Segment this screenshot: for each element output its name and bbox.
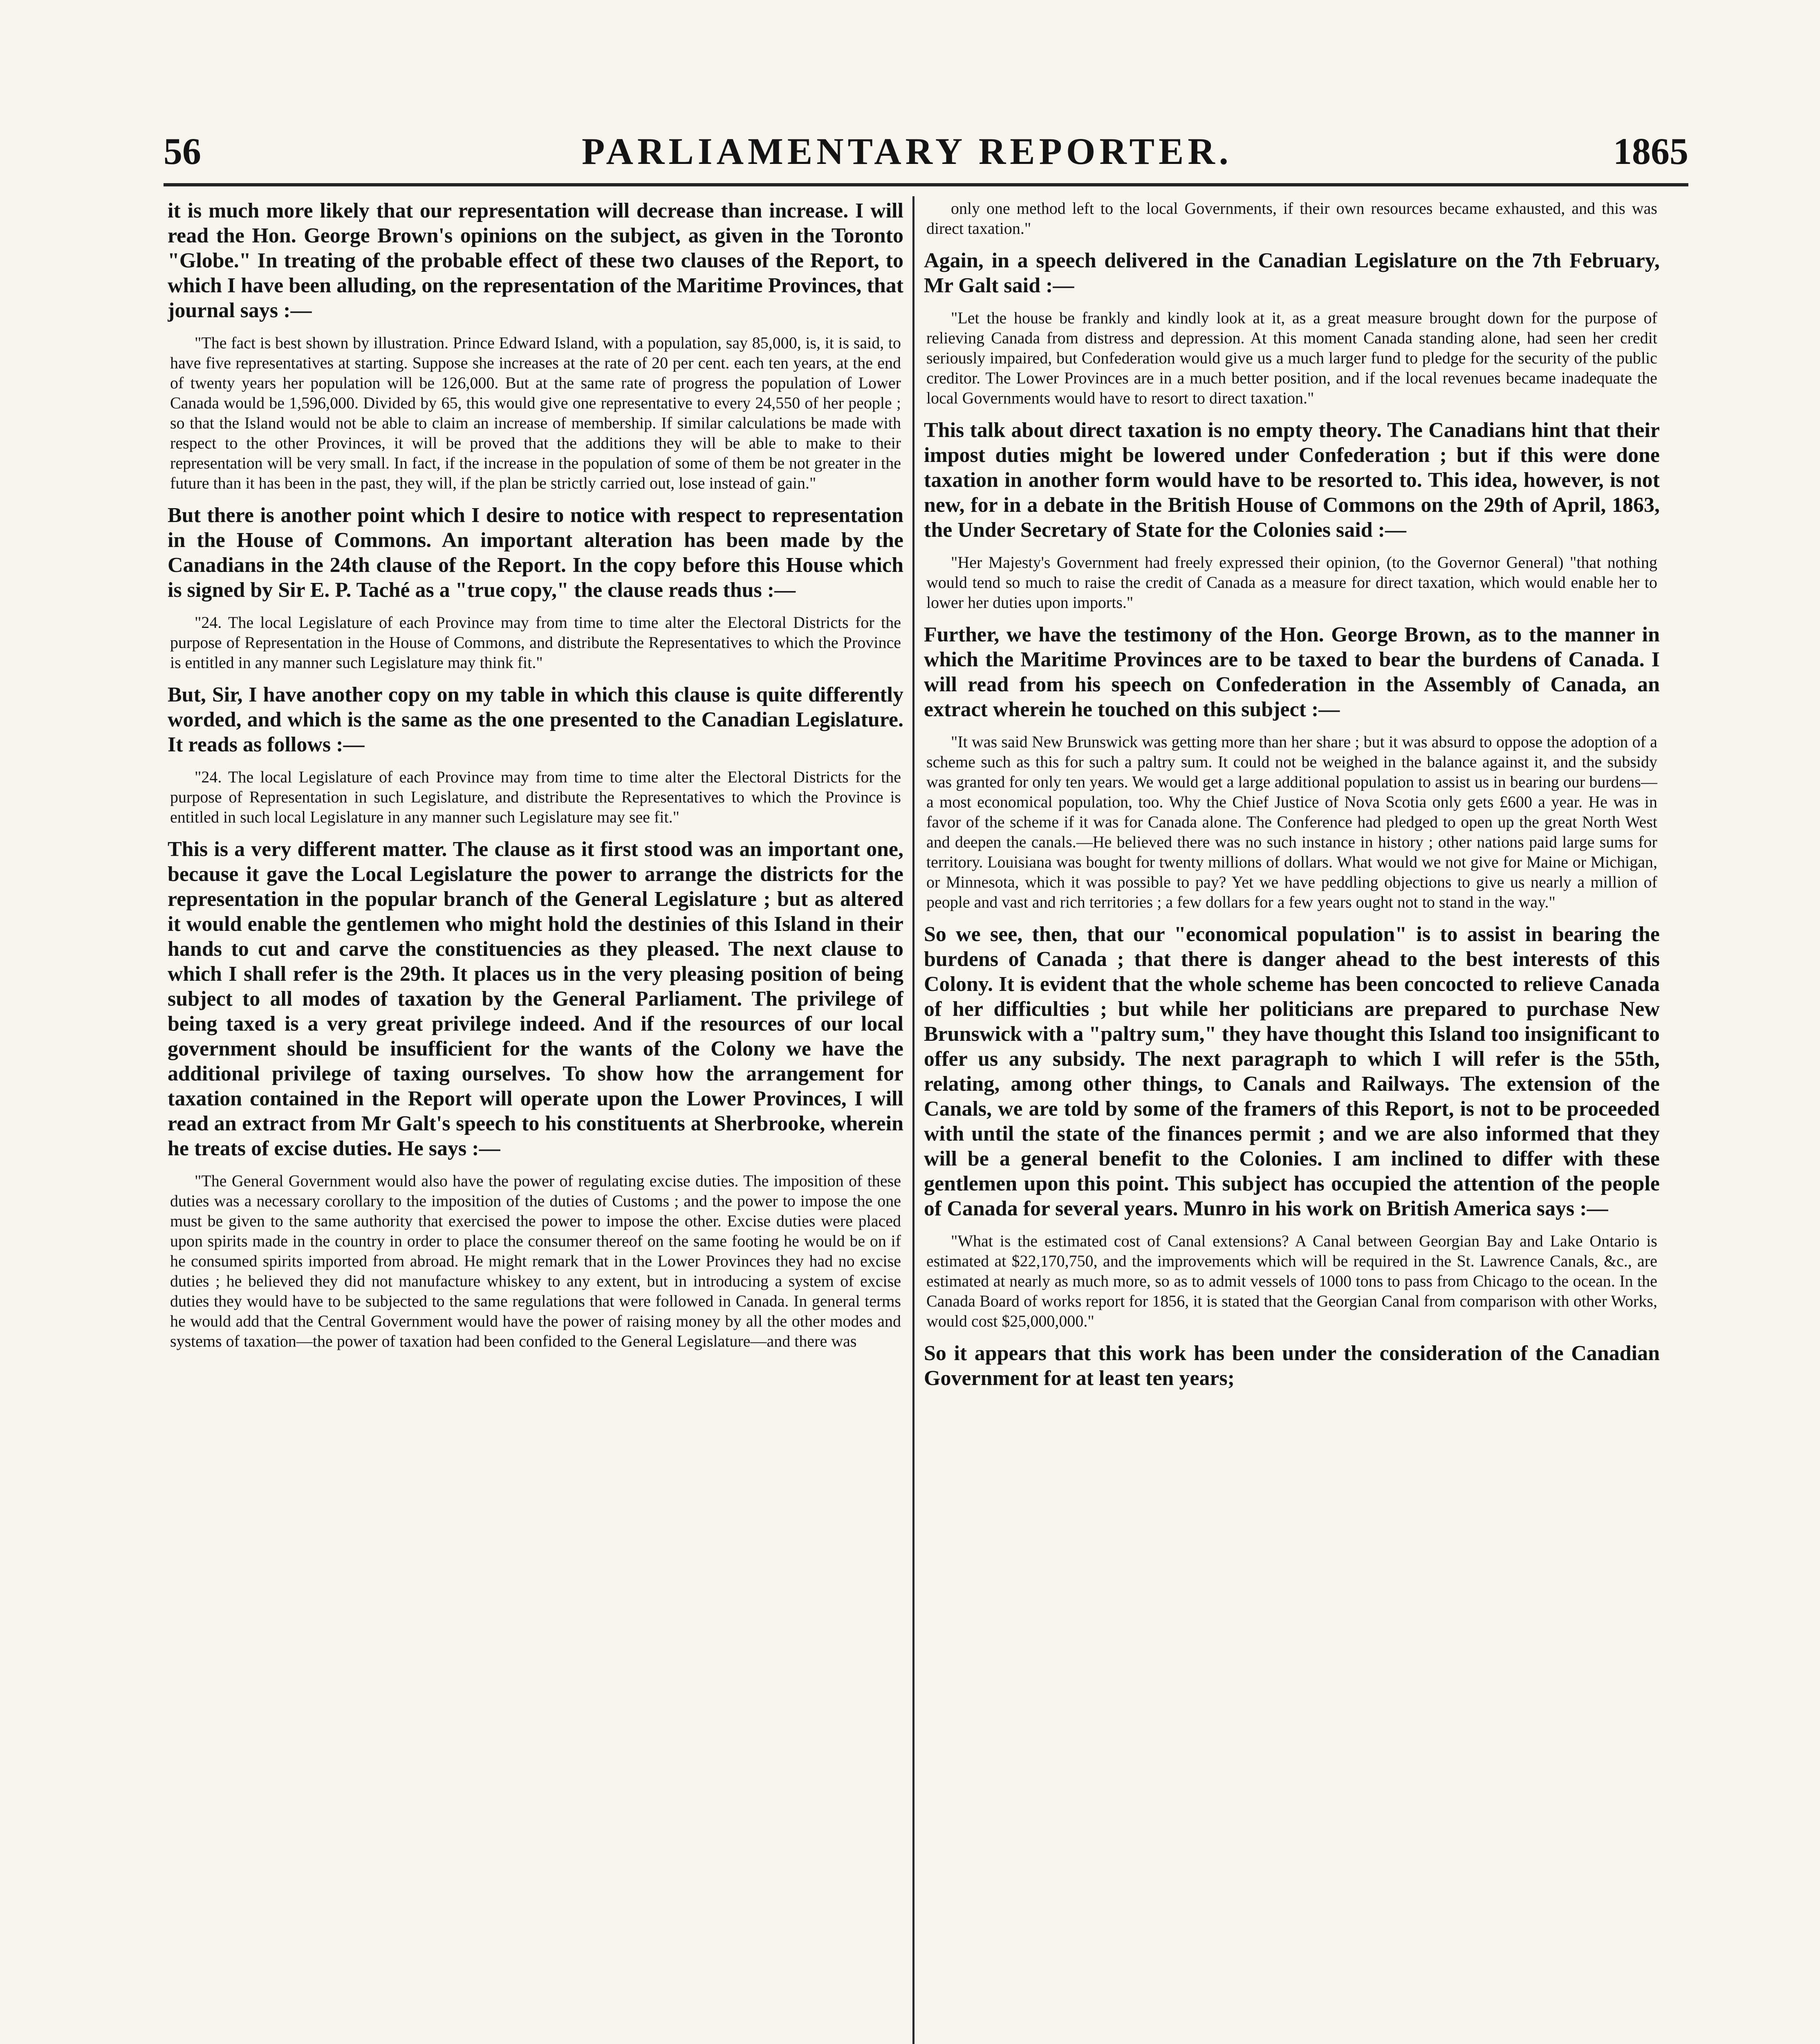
left-quote-1: "The fact is best shown by illustration. Prince Edward Island, with a population, say 85,000, is, it is said, to have five representatives at starting. Suppose she increases at the rate of 20 per cent. each ten years, at the end of twenty years her population will be 126,000. But at the same rate of progress the population of Lower Canada would be 1,596,000. Divided by 65, this would give one representative to every 24,550 of her people ; so that the Island would not be able to claim an increase of membership. If similar calculations be made with respect to the other Provinces, it will be proved that the additions they will be able to make to their representation will be very small. In fact, if the increase in the population of some of them be not greater in the future than it has been in the past, they will, if the plan be strictly carried out, lose instead of gain." [170, 334, 901, 492]
page-header [164, 123, 1688, 180]
header-rule [164, 183, 1688, 186]
right-quote-3: "Her Majesty's Government had freely expressed their opinion, (to the Governor General) "that nothing would tend so much to raise the credit of Canada as a measure for direct taxation, which would enable her to lower her duties upon imports." [926, 553, 1657, 612]
page-number: 56 [164, 130, 201, 172]
left-column [168, 198, 903, 2044]
left-quote-2: "24. The local Legislature of each Province may from time to time alter the Electoral Districts for the purpose of Representation in the House of Commons, and distribute the Representatives to which the Province is entitled in any manner such Legislature may think fit." [170, 613, 901, 672]
left-paragraph-1: it is much more likely that our representation will decrease than increase. I will read the Hon. George Brown's opinions on the subject, as given in the Toronto "Globe." In treating of the probable effect of these two clauses of the Report, to which I have been alluding, on the representation of the Maritime Provinces, that journal says :— [168, 199, 903, 322]
left-paragraph-3: But, Sir, I have another copy on my table in which this clause is quite differently worded, and which is the same as the one presented to the Canadian Legislature. It reads as follows :— [168, 683, 903, 756]
right-paragraph-5: So it appears that this work has been under the consideration of the Canadian Government for at least ten years; [924, 1342, 1660, 1390]
right-paragraph-3: Further, we have the testimony of the Hon. George Brown, as to the manner in which the Maritime Provinces are to be taxed to bear the burdens of Canada. I will read from his speech on Confederation in the Assembly of Canada, an extract wherein he touched on this subject :— [924, 623, 1660, 721]
page-year: 1865 [1613, 130, 1688, 172]
right-quote-2: "Let the house be frankly and kindly look at it, as a great measure brought down for the purpose of relieving Canada from distress and depression. At this moment Canada standing alone, had seen her credit seriously impaired, but Confederation would give us a much larger fund to pledge for the security of the public creditor. The Lower Provinces are in a much better position, and if the local revenues became inadequate the local Governments would have to resort to direct taxation." [926, 309, 1657, 407]
right-quote-4: "It was said New Brunswick was getting more than her share ; but it was absurd to oppose the adoption of a scheme such as this for such a paltry sum. It could not be weighed in the balance against it, and the subsidy was granted for only ten years. We would get a large additional population to assist us in bearing our burdens—a most economical population, too. Why the Chief Justice of Nova Scotia only gets £600 a year. He was in favor of the scheme if it was for Canada alone. The Conference had pledged to open up the great North West and deepen the canals.—He believed there was no such instance in history ; other nations paid large sums for territory. Louisiana was bought for twenty millions of dollars. What would we not give for Maine or Michigan, or Minnesota, which it was possible to pay? Yet we have peddling objections to give us nearly a million of people and vast and rich territories ; a few dollars for a few years ought not to stand in the way." [926, 733, 1657, 911]
page-title: PARLIAMENTARY REPORTER. [582, 130, 1233, 172]
right-quote-1: only one method left to the local Governments, if their own resources became exhausted, and this was direct taxation." [926, 199, 1657, 238]
right-quote-5: "What is the estimated cost of Canal extensions? A Canal between Georgian Bay and Lake Ontario is estimated at $22,170,750, and the improvements which will be required in the St. Lawrence Canals, &c., are estimated at nearly as much more, so as to admit vessels of 1000 tons to pass from Chicago to the ocean. In the Canada Board of works report for 1856, it is stated that the Georgian Canal from comparison with other Works, would cost $25,000,000." [926, 1232, 1657, 1330]
column-divider [912, 196, 914, 2044]
left-quote-3: "24. The local Legislature of each Province may from time to time alter the Electoral Districts for the purpose of Representation in such Legislature, and distribute the Representatives to which the Province is entitled in such local Legislature in any manner such Legislature may see fit." [170, 768, 901, 826]
left-quote-4: "The General Government would also have the power of regulating excise duties. The imposition of these duties was a necessary corollary to the imposition of the duties of Customs ; and the power to impose the one must be given to the same authority that exercised the power to impose the other. Excise duties were placed upon spirits made in the country in order to place the consumer thereof on the same footing he would be on if he consumed spirits imported from abroad. He might remark that in the Lower Provinces they had no excise duties ; he believed they did not manufacture whiskey to any extent, but in introducing a system of excise duties they would have to be subjected to the same regulations that were followed in Canada. In general terms he would add that the Central Government would have the power of raising money by all the other modes and systems of taxation—the power of taxation had been confided to the General Legislature—and there was [170, 1172, 901, 1350]
right-paragraph-2: This talk about direct taxation is no empty theory. The Canadians hint that their impost duties might be lowered under Confederation ; but if this were done taxation in another form would have to be resorted to. This idea, however, is not new, for in a debate in the British House of Commons on the 29th of April, 1863, the Under Secretary of State for the Colonies said :— [924, 419, 1660, 542]
left-paragraph-2: But there is another point which I desire to notice with respect to representation in the House of Commons. An important alteration has been made by the Canadians in the 24th clause of the Report. In the copy before this House which is signed by Sir E. P. Taché as a "true copy," the clause reads thus :— [168, 504, 903, 602]
right-column [924, 198, 1660, 2044]
right-paragraph-1: Again, in a speech delivered in the Canadian Legislature on the 7th February, Mr Galt said :— [924, 249, 1660, 297]
right-paragraph-4: So we see, then, that our "economical population" is to assist in bearing the burdens of Canada ; that there is danger ahead to the best interests of this Colony. It is evident that the whole scheme has been concocted to relieve Canada of her difficulties ; but while her politicians are prepared to purchase New Brunswick with a "paltry sum," they have thought this Island too insignificant to offer us any subsidy. The next paragraph to which I will refer is the 55th, relating, among other things, to Canals and Railways. The extension of the Canals, we are told by some of the framers of this Report, is not to be proceeded with until the state of the finances permit ; and we are also informed that they will be a general benefit to the Colonies. I am inclined to differ with these gentlemen upon this point. This subject has occupied the attention of the people of Canada for several years. Munro in his work on British America says :— [924, 923, 1660, 1220]
left-paragraph-4: This is a very different matter. The clause as it first stood was an important one, because it gave the Local Legislature the power to arrange the districts for the representation in the popular branch of the General Legislature ; but as altered it would enable the gentlemen who might hold the destinies of this Island in their hands to cut and carve the constituencies as they pleased. The next clause to which I shall refer is the 29th. It places us in the very pleasing position of being subject to all modes of taxation by the General Parliament. The privilege of being taxed is a very great privilege indeed. And if the resources of our local government should be insufficient for the wants of the Colony we have the additional privilege of taxing ourselves. To show how the arrangement for taxation contained in the Report will operate upon the Lower Provinces, I will read an extract from Mr Galt's speech to his constituents at Sherbrooke, wherein he treats of excise duties. He says :— [168, 838, 903, 1160]
